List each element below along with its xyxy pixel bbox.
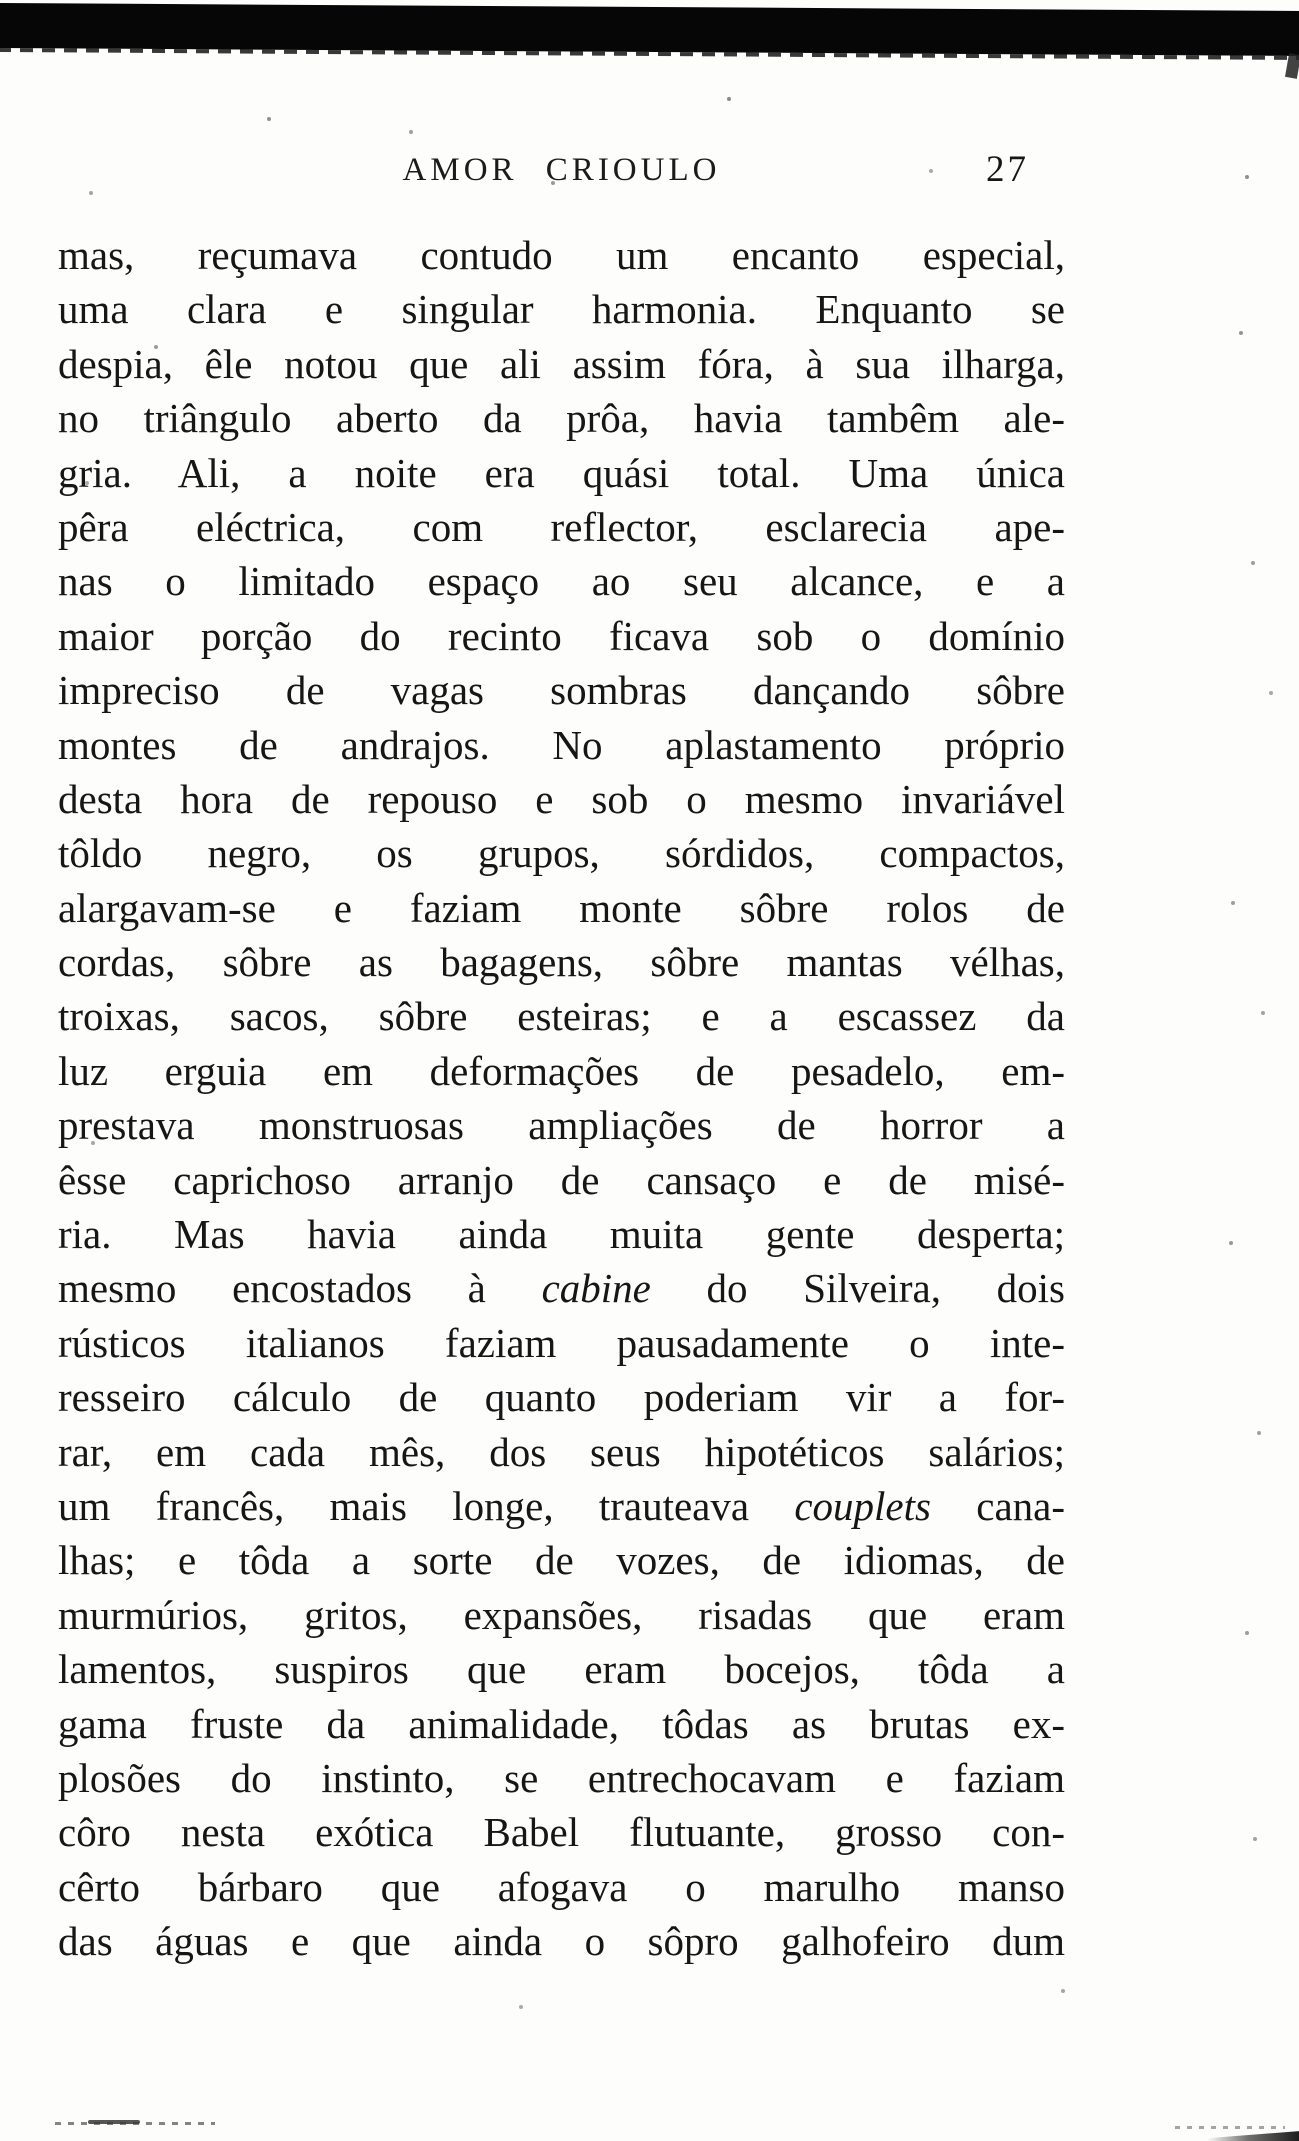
running-header (58, 149, 1065, 200)
text-line (58, 989, 1065, 1043)
text-segment: cêrto bárbaro que afogava o marulho manso (58, 1863, 1065, 1910)
scan-speckles (0, 0, 2, 2)
text-line (58, 772, 1065, 826)
text-line (58, 1697, 1065, 1751)
text-segment: lamentos, suspiros que eram bocejos, tôda a (58, 1646, 1065, 1693)
text-segment: plosões do instinto, se entrechocavam e faziam (58, 1754, 1065, 1801)
text-line (58, 1153, 1065, 1207)
text-line (58, 391, 1065, 445)
text-line (58, 1751, 1065, 1805)
text-line (58, 1914, 1065, 1968)
text-line (58, 1533, 1065, 1587)
text-segment: maior porção do recinto ficava sob o domínio (58, 612, 1065, 659)
text-line (58, 1261, 1065, 1315)
text-segment: pêra eléctrica, com reflector, esclarecia ape- (58, 503, 1065, 550)
text-segment: prestava monstruosas ampliações de horror a (58, 1102, 1065, 1149)
text-line (58, 228, 1065, 282)
text-segment: alargavam-se e faziam monte sôbre rolos de (58, 884, 1065, 931)
text-line (58, 881, 1065, 935)
text-segment: êsse caprichoso arranjo de cansaço e de misé- (58, 1156, 1065, 1203)
text-segment: cana- (930, 1482, 1065, 1529)
italic-text-segment: cabine (541, 1265, 651, 1312)
text-segment: desta hora de repouso e sob o mesmo invariável (58, 775, 1065, 822)
text-line (58, 1860, 1065, 1914)
text-line (58, 1207, 1065, 1261)
text-segment: um francês, mais longe, trauteava (58, 1482, 795, 1529)
text-segment: gama fruste da animalidade, tôdas as brutas ex- (58, 1700, 1065, 1747)
page-number: 27 (986, 149, 1029, 190)
text-line (58, 1805, 1065, 1859)
text-line (58, 1425, 1065, 1479)
text-line (58, 446, 1065, 500)
running-header-title: AMOR CRIOULO (402, 152, 721, 188)
text-segment: cordas, sôbre as bagagens, sôbre mantas vélhas, (58, 939, 1065, 986)
text-segment: lhas; e tôda a sorte de vozes, de idiomas, de (58, 1537, 1065, 1584)
text-segment: rústicos italianos faziam pausadamente o inte- (58, 1319, 1065, 1366)
text-line (58, 718, 1065, 772)
text-segment: rar, em cada mês, dos seus hipotéticos salários; (58, 1428, 1065, 1475)
text-segment: tôldo negro, os grupos, sórdidos, compactos, (58, 830, 1065, 877)
text-segment: luz erguia em deformações de pesadelo, em- (58, 1047, 1065, 1094)
text-segment: troixas, sacos, sôbre esteiras; e a escassez da (58, 993, 1065, 1040)
text-line (58, 1044, 1065, 1098)
text-line (58, 826, 1065, 880)
text-line (58, 500, 1065, 554)
text-segment: mas, reçumava contudo um encanto especial, (58, 232, 1065, 278)
italic-text-segment: couplets (794, 1482, 931, 1529)
scan-dots-bottom-right (1175, 2126, 1285, 2129)
text-segment: mesmo encostados à (58, 1265, 542, 1312)
text-segment: do Silveira, dois (650, 1265, 1066, 1312)
text-segment: impreciso de vagas sombras dançando sôbre (58, 667, 1065, 714)
text-segment: resseiro cálculo de quanto poderiam vir a for- (58, 1374, 1065, 1421)
text-segment: montes de andrajos. No aplastamento próprio (58, 721, 1065, 768)
scan-smudge-bottom-right (1207, 2130, 1299, 2141)
text-line (58, 554, 1065, 608)
text-segment: uma clara e singular harmonia. Enquanto se (58, 286, 1065, 333)
text-line (58, 1642, 1065, 1696)
text-segment: das águas e que ainda o sôpro galhofeiro dum (58, 1918, 1065, 1965)
text-segment: nas o limitado espaço ao seu alcance, e a (58, 558, 1065, 605)
text-line (58, 1588, 1065, 1642)
text-line (58, 282, 1065, 336)
text-line (58, 1098, 1065, 1152)
body-text (58, 228, 1065, 1969)
text-line (58, 663, 1065, 717)
text-line (58, 337, 1065, 391)
text-segment: despia, êle notou que ali assim fóra, à sua ilharga, (58, 340, 1065, 387)
text-segment: no triângulo aberto da prôa, havia tambêm ale- (58, 395, 1065, 442)
text-line (58, 609, 1065, 663)
scan-ink-bar-artifact (0, 3, 1299, 56)
text-line (58, 935, 1065, 989)
text-segment: murmúrios, gritos, expansões, risadas que eram (58, 1591, 1065, 1638)
text-segment: ria. Mas havia ainda muita gente desperta; (58, 1211, 1065, 1258)
text-segment: côro nesta exótica Babel flutuante, grosso con- (58, 1809, 1065, 1856)
text-line (58, 1370, 1065, 1424)
text-line (58, 1479, 1065, 1533)
scan-dash-bottom-left (88, 2120, 140, 2124)
text-line (58, 1316, 1065, 1370)
text-segment: gria. Ali, a noite era quási total. Uma única (58, 449, 1065, 496)
